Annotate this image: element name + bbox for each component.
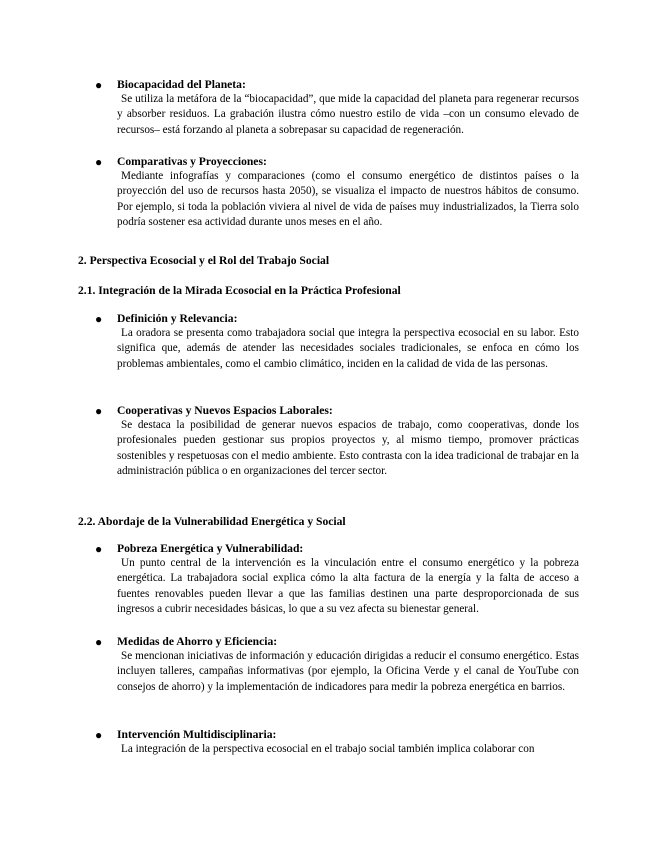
item-title: Medidas de Ahorro y Eficiencia:	[117, 635, 278, 648]
bullet-dot: ●	[95, 78, 103, 92]
item-body: La integración de la perspectiva ecosocial en el trabajo social también implica colaborar con	[121, 743, 535, 755]
item-body: Un punto central de la intervención es la vinculación entre el consumo energético y la pobreza energética. La trabajadora social explica cómo la alta factura de la energía y la falta de acceso a fuentes renovables pueden llevar a que las familias destinen una parte desproporcionada de sus ingresos a cubrir necesidades básicas, lo que a su vez afecta su bienestar general.	[117, 557, 579, 616]
item-title: Pobreza Energética y Vulnerabilidad:	[117, 542, 304, 555]
bullet-item-biocapacidad	[95, 77, 579, 138]
section-heading-2: 2. Perspectiva Ecosocial y el Rol del Trabajo Social	[78, 254, 330, 267]
item-title: Intervención Multidisciplinaria:	[117, 728, 277, 741]
item-title: Biocapacidad del Planeta:	[117, 78, 246, 91]
bullet-dot: ●	[95, 728, 103, 742]
item-body: Se destaca la posibilidad de generar nuevos espacios de trabajo, como cooperativas, donde los profesionales pueden gestionar sus propios proyectos y, al mismo tiempo, promover prácticas sostenibles y respetuosas con el medio ambiente. Esto contrasta con la idea tradicional de trabajar en la administración pública o en organizaciones del tercer sector.	[117, 419, 579, 478]
item-body: La oradora se presenta como trabajadora social que integra la perspectiva ecosocial en su labor. Esto significa que, además de atender las necesidades sociales tradicionales, se enfoca en cómo los problemas ambientales, como el cambio climático, inciden en la calidad de vida de las personas.	[117, 327, 579, 370]
bullet-dot: ●	[95, 312, 103, 326]
item-title: Definición y Relevancia:	[117, 312, 238, 325]
bullet-item-definicion	[95, 311, 579, 372]
bullet-item-medidas	[95, 634, 579, 695]
section-heading-2-2: 2.2. Abordaje de la Vulnerabilidad Energética y Social	[78, 515, 346, 528]
item-title: Comparativas y Proyecciones:	[117, 155, 267, 168]
bullet-item-intervencion	[95, 727, 579, 757]
bullet-dot: ●	[95, 542, 103, 556]
item-body: Mediante infografías y comparaciones (como el consumo energético de distintos países o la proyección del uso de recursos hasta 2050), se visualiza el impacto de nuestros hábitos de consumo. Por ejemplo, si toda la población viviera al nivel de vida de países muy industrializados, la Tierra solo podría sostener esa actividad durante unos meses en el año.	[117, 170, 579, 229]
bullet-item-comparativas	[95, 154, 579, 231]
bullet-item-cooperativas	[95, 403, 579, 480]
section-heading-2-1: 2.1. Integración de la Mirada Ecosocial en la Práctica Profesional	[78, 284, 401, 297]
item-title: Cooperativas y Nuevos Espacios Laborales:	[117, 404, 333, 417]
bullet-item-pobreza	[95, 541, 579, 618]
bullet-dot: ●	[95, 635, 103, 649]
item-body: Se mencionan iniciativas de información y educación dirigidas a reducir el consumo energético. Estas incluyen talleres, campañas informativas (por ejemplo, la Oficina Verde y el canal de YouTube con consejos de ahorro) y la implementación de indicadores para medir la pobreza energética en barrios.	[117, 650, 579, 693]
bullet-dot: ●	[95, 155, 103, 169]
item-body: Se utiliza la metáfora de la “biocapacidad”, que mide la capacidad del planeta para regenerar recursos y absorber residuos. La grabación ilustra cómo nuestro estilo de vida –con un consumo elevado de recursos– está forzando al planeta a sobrepasar su capacidad de regeneración.	[117, 93, 579, 136]
bullet-dot: ●	[95, 404, 103, 418]
